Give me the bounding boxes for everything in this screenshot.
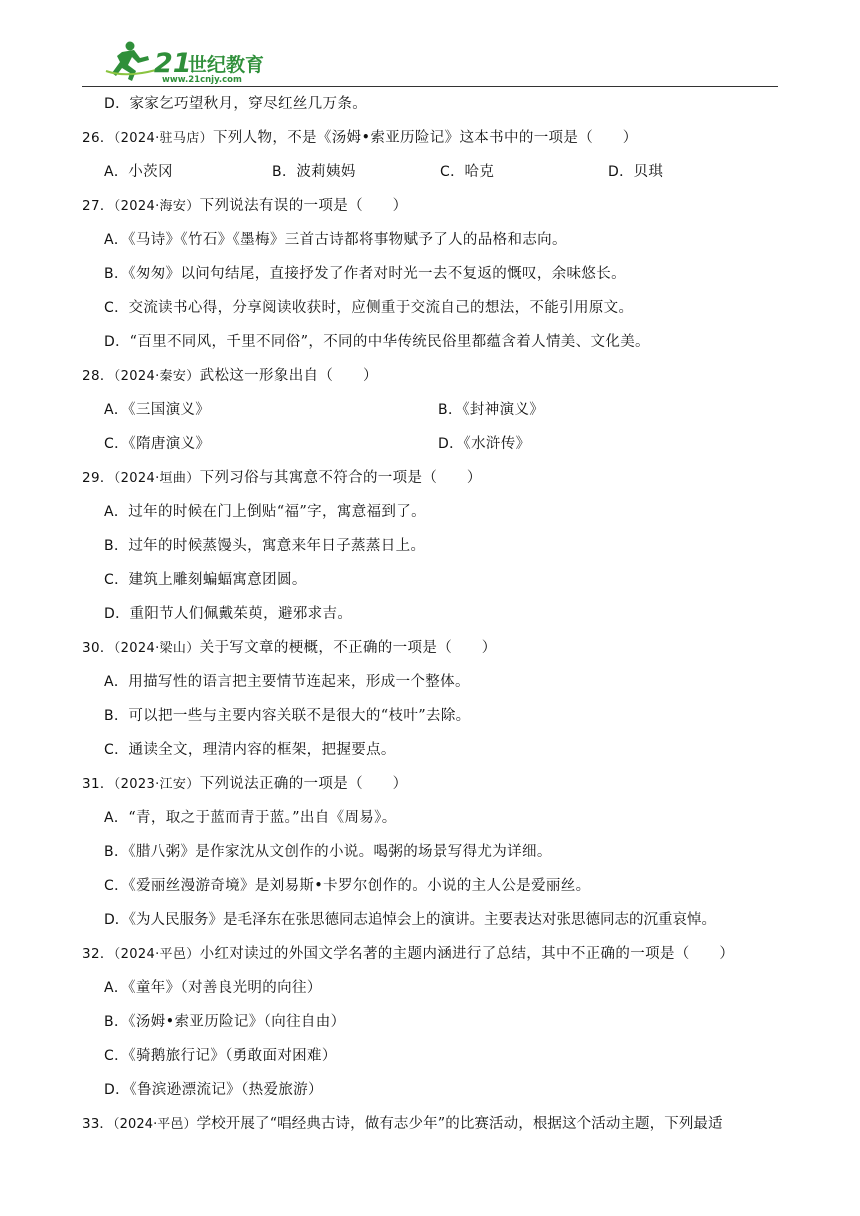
page-header	[0, 0, 860, 90]
prev-option-d: D．家家乞巧望秋月，穿尽红丝几万条。	[104, 96, 368, 112]
option-a: A．过年的时候在门上倒贴“福”字，寓意福到了。	[104, 504, 426, 520]
question-29: 29．（2024·垣曲）下列习俗与其寓意不符合的一项是（ ）	[82, 470, 482, 486]
header-rule	[82, 86, 778, 87]
question-32: 32．（2024·平邑）小红对读过的外国文学名著的主题内涵进行了总结，其中不正确的一项是（ ）	[82, 946, 735, 962]
question-28: 28．（2024·秦安）武松这一形象出自（ ）	[82, 368, 378, 384]
brand-logo	[104, 38, 279, 84]
option-b: B．过年的时候蒸馒头，寓意来年日子蒸蒸日上。	[104, 538, 426, 554]
option-b: B．可以把一些与主要内容关联不是很大的“枝叶”去除。	[104, 708, 471, 724]
option-c: C．建筑上雕刻蝙蝠寓意团圆。	[104, 572, 307, 588]
option-a: A．“青，取之于蓝而青于蓝。”出自《周易》。	[104, 810, 397, 826]
option-a: A．《马诗》《竹石》《墨梅》三首古诗都将事物赋予了人的品格和志向。	[104, 232, 567, 248]
option-d: D．《水浒传》	[438, 436, 531, 452]
brand-logo-graphic	[104, 38, 279, 84]
option-b: B．《匆匆》以问句结尾，直接抒发了作者对时光一去不复返的慨叹，余味悠长。	[104, 266, 626, 282]
question-26: 26．（2024·驻马店）下列人物，不是《汤姆•索亚历险记》这本书中的一项是（ ）	[82, 130, 638, 146]
option-c: C．《骑鹅旅行记》（勇敢面对困难）	[104, 1048, 337, 1064]
option-d: D．《鲁滨逊漂流记》（热爱旅游）	[104, 1082, 323, 1098]
option-c: C．《隋唐演义》	[104, 436, 211, 452]
option-b: B．波莉姨妈	[272, 164, 356, 180]
option-b: B．《汤姆•索亚历险记》（向往自由）	[104, 1014, 346, 1030]
question-31: 31．（2023·江安）下列说法正确的一项是（ ）	[82, 776, 408, 792]
question-33: 33．（2024·平邑）学校开展了“唱经典古诗，做有志少年”的比赛活动，根据这个活动主题，下列最适	[82, 1116, 723, 1132]
question-26-options	[104, 162, 663, 182]
option-d: D．贝琪	[608, 164, 664, 180]
svg-text:www.21cnjy.com: www.21cnjy.com	[162, 75, 242, 84]
option-c: C．《爱丽丝漫游奇境》是刘易斯•卡罗尔创作的。小说的主人公是爱丽丝。	[104, 878, 591, 894]
option-a: A．《三国演义》	[104, 402, 211, 418]
option-a: A．小茨冈	[104, 164, 173, 180]
option-a: A．《童年》（对善良光明的向往）	[104, 980, 322, 996]
option-a: A．用描写性的语言把主要情节连起来，形成一个整体。	[104, 674, 470, 690]
option-b: B．《封神演义》	[438, 402, 545, 418]
question-30: 30．（2024·梁山）关于写文章的梗概，不正确的一项是（ ）	[82, 640, 497, 656]
option-c: C．通读全文，理清内容的框架，把握要点。	[104, 742, 396, 758]
option-b: B．《腊八粥》是作家沈从文创作的小说。喝粥的场景写得尤为详细。	[104, 844, 552, 860]
question-27: 27．（2024·海安）下列说法有误的一项是（ ）	[82, 198, 408, 214]
question-28-options-row2	[104, 434, 530, 454]
option-d: D．“百里不同风，千里不同俗”，不同的中华传统民俗里都蕴含着人情美、文化美。	[104, 334, 650, 350]
option-c: C．哈克	[440, 164, 495, 180]
option-d: D．《为人民服务》是毛泽东在张思德同志追悼会上的演讲。主要表达对张思德同志的沉重哀悼。	[104, 912, 717, 928]
question-28-options-row1	[104, 400, 544, 420]
option-d: D．重阳节人们佩戴茱萸，避邪求吉。	[104, 606, 353, 622]
svg-text:21: 21	[154, 48, 192, 79]
option-c: C．交流读书心得，分享阅读收获时，应侧重于交流自己的想法，不能引用原文。	[104, 300, 634, 316]
svg-text:世纪教育: 世纪教育	[188, 54, 265, 76]
